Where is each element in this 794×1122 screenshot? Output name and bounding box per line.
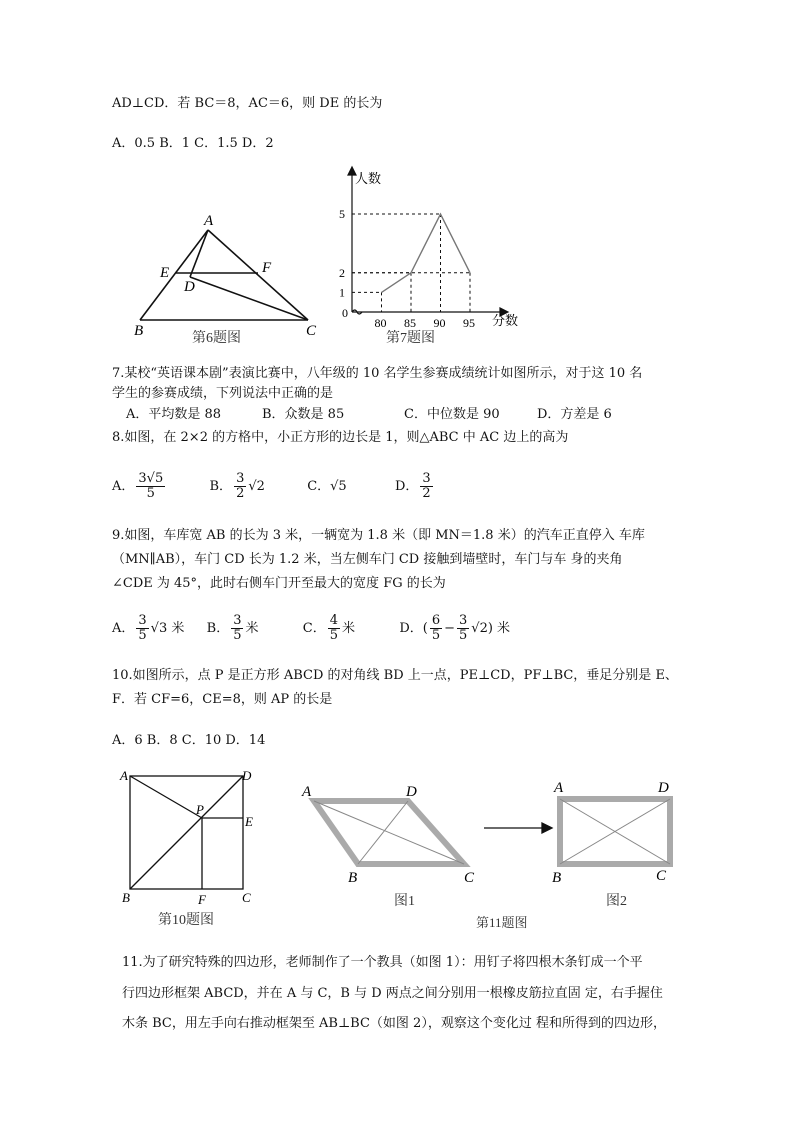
q7-option-d: D．方差是 6 — [537, 407, 612, 422]
q7-line2: 学生的参赛成绩，下列说法中正确的是 — [112, 386, 334, 401]
q10-options: A．6 B．8 C．10 D．14 — [112, 733, 266, 748]
q8-option-a-label: A． — [112, 479, 135, 494]
q9-option-d-label: D．( — [399, 621, 428, 636]
fig10-label-a: A — [120, 768, 128, 783]
fig11-fig2-label-d: D — [658, 780, 669, 796]
chart7-title: 第7题图 — [386, 331, 435, 345]
q9-option-a-label: A． — [112, 621, 135, 636]
q8-option-b-label: B． — [209, 479, 233, 494]
fig11-fig1-caption: 图1 — [394, 894, 415, 909]
chart7-y-tick-label: 2 — [339, 265, 345, 280]
q8-options — [112, 470, 435, 504]
q9-option-c-tail: 米 — [342, 621, 356, 636]
q10-line2: F．若 CF=6，CE=8，则 AP 的长是 — [112, 692, 333, 707]
fig10-label-d: D — [242, 768, 252, 783]
q8-option-b-tail: √2 — [248, 479, 265, 494]
fig6-segment-ab — [140, 230, 208, 320]
q7-option-b: B．众数是 85 — [262, 407, 345, 422]
q9-option-a-fraction: $\frac{3}{5}$ — [138, 613, 147, 643]
chart7-x-tick-label: 95 — [463, 316, 475, 330]
fig11-fig1-label-a: A — [302, 784, 312, 800]
q8-option-a-fraction: $\frac{3√5}{5}$ — [138, 471, 164, 501]
chart7-ylabel: 人数 — [355, 171, 382, 186]
figure-7-chart — [330, 165, 530, 345]
chart7-y-tick-label: 5 — [339, 207, 345, 221]
fig11-fig2-label-a: A — [554, 780, 564, 796]
fig10-label-e: E — [245, 814, 253, 829]
q9-line3: ∠CDE 为 45°，此时右侧车门开至最大的宽度 FG 的长为 — [112, 576, 446, 591]
fig6-label-e: E — [160, 265, 170, 281]
q9-option-d-minus: − — [444, 621, 455, 636]
chart7-x-tick-label: 85 — [404, 316, 416, 330]
figure-11 — [296, 772, 686, 934]
q6-stem: AD⊥CD．若 BC＝8，AC＝6，则 DE 的长为 — [112, 96, 383, 111]
fig11-fig1-label-d: D — [406, 784, 417, 800]
fig6-segment-ac — [208, 230, 308, 320]
q9-line2: （MN∥AB），车门 CD 长为 1.2 米，当左侧车门 CD 接触到墙壁时，车门与车 身的夹角 — [112, 552, 623, 567]
q9-option-d-tail: √2) 米 — [471, 621, 511, 636]
fig10-label-c: C — [242, 890, 251, 905]
q9-option-b-label: B． — [206, 621, 230, 636]
q8-stem: 8.如图，在 2×2 的方格中，小正方形的边长是 1，则△ABC 中 AC 边上的高为 — [112, 430, 569, 445]
chart7-x-tick-label: 80 — [374, 316, 387, 330]
fig10-label-p: P — [196, 802, 204, 817]
fig10-diagonal-bd — [130, 776, 243, 889]
q9-option-d-fraction-2: $\frac{3}{5}$ — [459, 613, 468, 643]
fig10-label-b: B — [122, 890, 130, 905]
q6-options: A．0.5 B．1 C．1.5 D．2 — [112, 136, 274, 151]
q8-option-d-fraction: $\frac{3}{2}$ — [422, 471, 431, 501]
q8-option-b-fraction: $\frac{3}{2}$ — [236, 471, 245, 501]
chart7-x-tick-label: 90 — [433, 316, 446, 330]
fig11-fig1-label-c: C — [464, 870, 475, 886]
fig11-fig2-label-c: C — [656, 868, 667, 884]
fig11-fig1-label-b: B — [348, 870, 358, 886]
q9-option-b-tail: 米 — [245, 621, 259, 636]
q7-option-a: A．平均数是 88 — [126, 407, 222, 422]
chart7-xlabel: 分数 — [492, 313, 519, 328]
fig11-caption: 第11题图 — [476, 915, 528, 930]
q11-line1: 11.为了研究特殊的四边形，老师制作了一个教具（如图 1）：用钉子将四根木条钉成一个平 — [122, 955, 643, 970]
figure-6 — [128, 205, 328, 345]
q7-option-c: C．中位数是 90 — [404, 407, 500, 422]
fig6-caption: 第6题图 — [192, 331, 241, 345]
fig6-segment-dc — [190, 277, 308, 320]
q11-line3: 木条 BC，用左手向右推动框架至 AB⊥BC（如图 2），观察这个变化过 程和所得到的四边形， — [122, 1016, 666, 1031]
q9-option-c-fraction: $\frac{4}{5}$ — [329, 613, 339, 643]
q10-line1: 10.如图所示，点 P 是正方形 ABCD 的对角线 BD 上一点，PE⊥CD，PF⊥BC，垂足分别是 E、 — [112, 668, 678, 683]
chart7-series-line — [382, 214, 471, 292]
fig10-segment-ap — [130, 776, 202, 818]
q9-option-b-fraction: $\frac{3}{5}$ — [233, 613, 242, 643]
fig6-label-d: D — [184, 279, 195, 295]
fig10-caption: 第10题图 — [158, 913, 214, 928]
fig6-label-a: A — [204, 213, 214, 229]
fig10-label-f: F — [198, 892, 206, 907]
q9-options — [112, 612, 510, 646]
q9-option-c-label: C． — [302, 621, 326, 636]
fig11-fig2-label-b: B — [552, 870, 562, 886]
q9-option-d-fraction-1: $\frac{6}{5}$ — [431, 613, 441, 643]
chart7-y-tick-label: 1 — [339, 285, 345, 300]
fig6-segment-ad — [190, 230, 208, 277]
q7-line1: 7.某校“英语课本剧”表演比赛中，八年级的 10 名学生参赛成绩统计如图所示，对于这 10 名 — [112, 366, 643, 381]
fig11-fig1-rubber-bd — [358, 801, 408, 864]
fig11-arrow-icon — [484, 823, 552, 833]
figure-10 — [118, 766, 268, 932]
q8-option-c: C．√5 — [307, 479, 347, 494]
fig6-label-f: F — [262, 260, 272, 276]
chart7-origin-label: 0 — [342, 306, 348, 320]
fig11-fig2-caption: 图2 — [606, 894, 627, 909]
q9-line1: 9.如图，车库宽 AB 的长为 3 米，一辆宽为 1.8 米（即 MN＝1.8 米）的汽车正直停入 车库 — [112, 528, 645, 543]
fig6-label-c: C — [306, 323, 317, 339]
q11-line2: 行四边形框架 ABCD，并在 A 与 C，B 与 D 两点之间分别用一根橡皮筋拉直固 定，右手握住 — [122, 986, 663, 1001]
fig6-label-b: B — [134, 323, 144, 339]
q9-option-a-tail: √3 米 — [150, 621, 185, 636]
q8-option-d-label: D． — [394, 479, 419, 494]
